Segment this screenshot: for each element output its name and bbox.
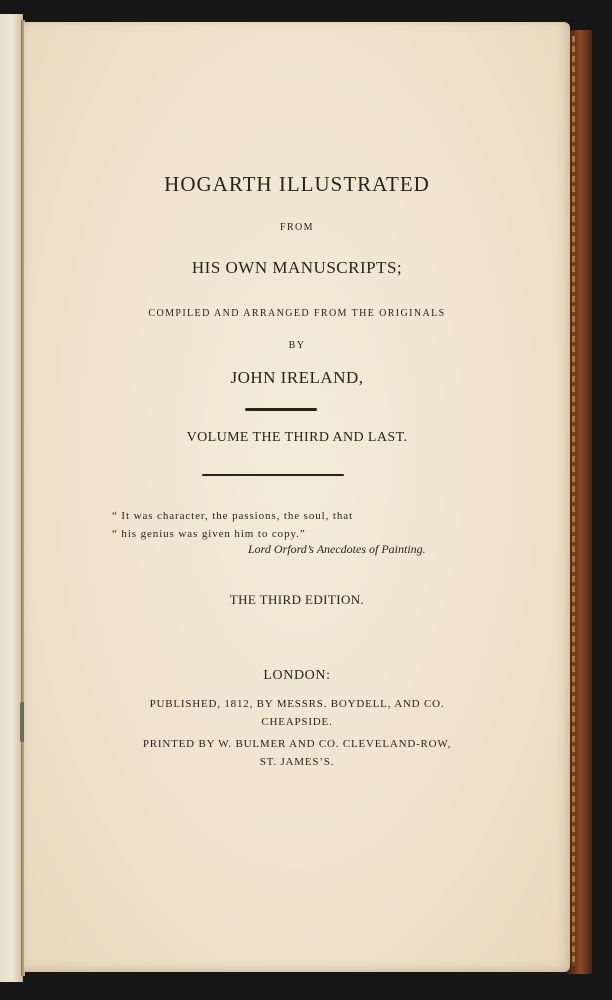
short-rule — [245, 408, 317, 411]
place-line: LONDON: — [263, 668, 331, 683]
compiled-line: COMPILED AND ARRANGED FROM THE ORIGINALS — [148, 308, 446, 319]
printed-line: PRINTED BY W. BULMER AND CO. CLEVELAND-ROW, — [142, 738, 452, 750]
published-location: CHEAPSIDE. — [261, 716, 333, 728]
published-line: PUBLISHED, 1812, BY MESSRS. BOYDELL, AND CO. — [149, 698, 445, 710]
book-title: HOGARTH ILLUSTRATED — [164, 172, 430, 196]
quote-line-2: “ his genius was given him to copy.” — [112, 528, 306, 540]
title-page — [24, 22, 570, 972]
gilt-edge — [572, 36, 575, 966]
volume-line: VOLUME THE THIRD AND LAST. — [186, 430, 408, 445]
edition-line: THE THIRD EDITION. — [229, 592, 365, 607]
by-label: BY — [288, 340, 306, 351]
printed-location: ST. JAMES’S. — [259, 756, 335, 768]
left-facing-page — [0, 14, 23, 982]
author-name: JOHN IRELAND, — [230, 368, 364, 387]
book-subtitle: HIS OWN MANUSCRIPTS; — [191, 258, 403, 277]
from-label: FROM — [280, 222, 314, 233]
quote-attribution: Lord Orford’s Anecdotes of Painting. — [248, 542, 426, 556]
quote-line-1: “ It was character, the passions, the soul, that — [112, 510, 354, 522]
long-rule — [202, 474, 344, 476]
